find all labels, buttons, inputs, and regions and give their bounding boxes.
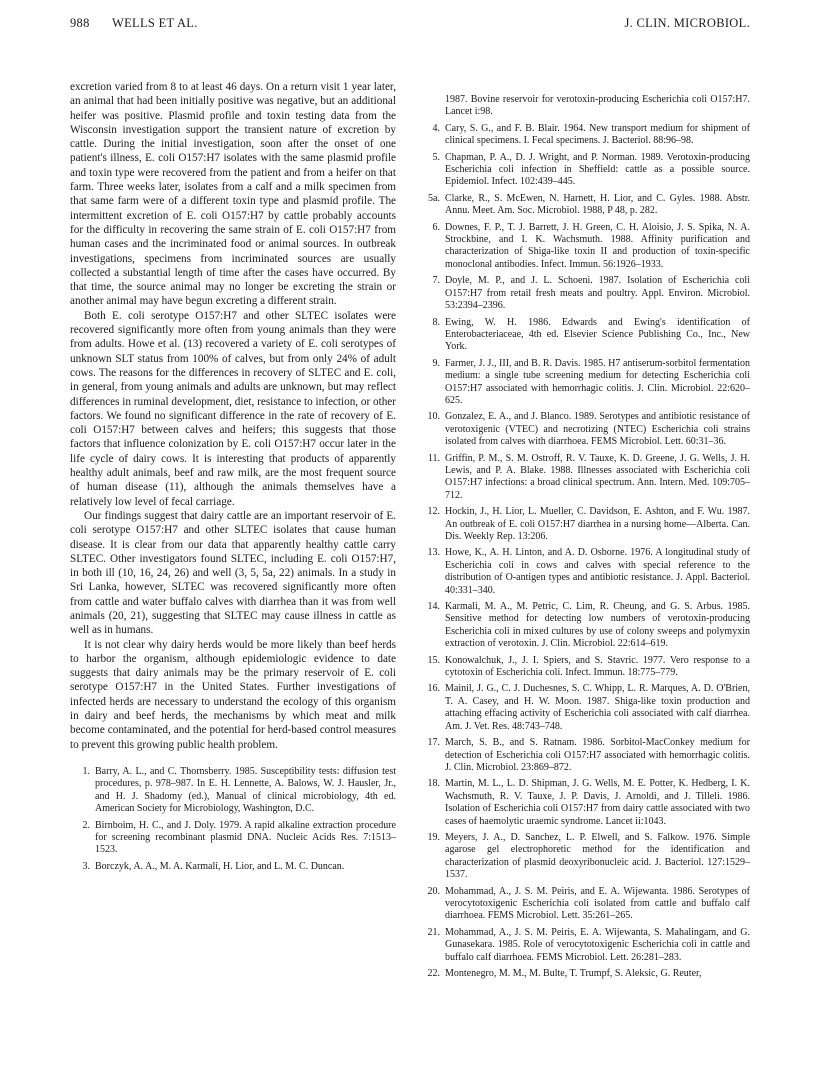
reference-text: Griffin, P. M., S. M. Ostroff, R. V. Tauxe, K. D. Greene, J. G. Wells, J. H. Lewis, and P. A. Blake. 1988. Illnesses associated with Escherichia coli O157:H7 infections: a broad clinical spectrum. Ann. Intern. Med. 109:705–712.: [445, 452, 750, 501]
reference-text: Doyle, M. P., and J. L. Schoeni. 1987. Isolation of Escherichia coli O157:H7 from retail fresh meats and poultry. Appl. Environ. Microbiol. 53:2394–2396.: [445, 275, 750, 312]
reference-item: [420, 123, 750, 148]
reference-text: 1987. Bovine reservoir for verotoxin-producing Escherichia coli O157:H7. Lancet i:98.: [445, 94, 750, 118]
reference-item: [70, 820, 396, 857]
running-header: [70, 16, 750, 36]
reference-text: Hockin, J., H. Lior, L. Mueller, C. Davidson, E. Ashton, and F. Wu. 1987. An outbreak of E. coli O157:H7 diarrhea in a nursing home—Alberta. Can. Dis. Weekly Rep. 13:206.: [445, 506, 750, 542]
right-column: [420, 94, 750, 984]
reference-text: Birnboim, H. C., and J. Doly. 1979. A rapid alkaline extraction procedure for screening recombinant plasmid DNA. Nucleic Acids Res. 7:1513–1523.: [95, 819, 396, 856]
reference-number: 1.: [82, 765, 90, 777]
reference-item: [420, 778, 750, 828]
reference-number: 18.: [427, 778, 440, 790]
running-authors: WELLS ET AL.: [112, 16, 198, 30]
reference-number: 8.: [432, 316, 440, 328]
reference-text: Martin, M. L., L. D. Shipman, J. G. Wells, M. E. Potter, K. Hedberg, I. K. Wachsmuth, R. V. Tauxe, J. P. Davis, J. Arnoldi, and J. Tilleli. 1986. Isolation of Escherichia coli O157:H7 from dairy cattle associated with two cases of haemolytic uraemic syndrome. Lancet ii:1043.: [445, 778, 750, 827]
reference-item: [420, 358, 750, 408]
reference-item: [420, 927, 750, 964]
reference-item: [420, 683, 750, 733]
reference-number: 17.: [427, 737, 440, 749]
body-paragraph: Both E. coli serotype O157:H7 and other SLTEC isolates were recovered significantly more often from young animals than they were from adults. Howe et al. (13) recovered a variety of E. coli serotypes of unknown SLT status from 100% of calves, but from only 24% of adult cows. The reasons for the differences in recovery of SLTEC and E. coli, in general, from young animals and adults are unknown, but may reflect differences in ruminal development, diet, resistance to infection, or other factors. We found no significant difference in the rate of recovery of E. coli O157:H7 between calves and heifers; this suggests that those factors that influence colonization by E. coli O157:H7 occur later in the life cycle of dairy cows. It is interesting that products of apparently healthy adult animals, beef and raw milk, are the most frequent source of human disease (11), although the animals themselves have a relatively low level of fecal carriage.: [70, 309, 396, 508]
reference-number: 13.: [427, 547, 440, 559]
reference-item: [420, 152, 750, 189]
reference-text: Meyers, J. A., D. Sanchez, L. P. Elwell, and S. Falkow. 1976. Simple agarose gel electrophoretic method for the identification and characterization of plasmid deoxyribonucleic acid. J. Bacteriol. 127:1529–1537.: [445, 831, 750, 881]
reference-text: Howe, K., A. H. Linton, and A. D. Osborne. 1976. A longitudinal study of Escherichia coli in cows and calves with special reference to the distribution of O-antigen types and antibiotic resistance. J. Appl. Bacteriol. 40:331–340.: [445, 547, 750, 596]
reference-number: 19.: [427, 831, 440, 843]
page-number: 988: [70, 16, 90, 30]
reference-number: 14.: [427, 601, 440, 613]
reference-item: [420, 453, 750, 503]
reference-number: 5a.: [428, 192, 440, 204]
reference-number: 21.: [427, 926, 440, 938]
reference-continuation: [420, 94, 750, 119]
reference-item: [420, 886, 750, 923]
left-column: [70, 80, 396, 877]
reference-text: March, S. B., and S. Ratnam. 1986. Sorbitol-MacConkey medium for detection of Escherichia coli O157:H7 associated with hemorrhagic colitis. J. Clin. Microbiol. 23:869–872.: [445, 737, 750, 773]
reference-text: Borczyk, A. A., M. A. Karmali, H. Lior, and L. M. C. Duncan.: [95, 860, 345, 872]
reference-number: 16.: [427, 683, 440, 695]
reference-text: Montenegro, M. M., M. Bulte, T. Trumpf, S. Aleksic, G. Reuter,: [445, 968, 702, 979]
reference-text: Konowalchuk, J., J. I. Spiers, and S. Stavric. 1977. Vero response to a cytotoxin of Escherichia coli. Infect. Immun. 18:775–779.: [445, 654, 750, 679]
reference-item: [420, 506, 750, 543]
reference-item: [420, 737, 750, 774]
reference-number: 12.: [427, 506, 440, 518]
reference-text: Ewing, W. H. 1986. Edwards and Ewing's identification of Enterobacteriaceae, 4th ed. Elsevier Science Publishing Co., Inc., New York.: [445, 316, 750, 353]
reference-item: [420, 411, 750, 448]
reference-item: [420, 222, 750, 272]
reference-item: [70, 766, 396, 816]
reference-item: [420, 832, 750, 882]
reference-item: [420, 275, 750, 312]
reference-text: Downes, F. P., T. J. Barrett, J. H. Green, C. H. Aloisio, J. S. Spika, N. A. Strockbine, and I. K. Wachsmuth. 1988. Affinity purification and characterization of Shiga-like toxin II and production of toxin-specific monoclonal antibodies. Infect. Immun. 56:1926–1933.: [445, 221, 750, 270]
reference-number: 5.: [432, 151, 440, 163]
reference-number: 10.: [427, 411, 440, 423]
body-paragraph: Our findings suggest that dairy cattle are an important reservoir of E. coli serotype O157:H7 and other SLTEC isolates that cause human disease. It is clear from our data that apparently healthy cattle carry SLTEC. Other investigators found SLTEC, including E. coli O157:H7, in both ill (10, 16, 24, 26) and well (3, 5, 5a, 22) animals. In a study in Sri Lanka, however, SLTEC was recovered significantly more often from cattle and water buffalo calves with diarrhea than it was from well animals (20, 21), suggesting that SLTEC may cause illness in cattle as well as in humans.: [70, 509, 396, 637]
reference-item: [420, 601, 750, 651]
reference-list-left: [70, 766, 396, 873]
body-paragraph: excretion varied from 8 to at least 46 days. On a return visit 1 year later, an animal that had been initially positive was negative, but an additional heifer was positive. Plasmid profile and toxin testing data from the Wisconsin investigation support the transient nature of excretion by cattle. During the initial investigation, soon after the onset of one patient's illness, E. coli O157:H7 isolates with the same plasmid profile and toxin type were recovered from the patient and from a heifer on that farm. Three weeks later, isolates from a calf and a milk specimen from that same farm were of a different toxin type and plasmid profile. The intermittent excretion of E. coli O157:H7 by cattle probably accounts for the difficulty in recovering the same strain of E. coli O157:H7 from human cases and the incriminated food or animal sources. In outbreak investigations, specimens from incriminated sources are usually collected a substantial length of time after the cases have occurred. By that time, the source animal may no longer be excreting the strain or another animal may have begun excreting a different strain.: [70, 81, 396, 308]
reference-text: Mohammad, A., J. S. M. Peiris, and E. A. Wijewanta. 1986. Serotypes of verocytotoxigenic Escherichia coli isolated from cattle and buffalo calf diarrhoea. FEMS Microbiol. Lett. 35:261–265.: [445, 885, 750, 922]
reference-number: 15.: [427, 654, 440, 666]
reference-number: 20.: [427, 885, 440, 897]
reference-number: 6.: [432, 221, 440, 233]
reference-text: Barry, A. L., and C. Thornsberry. 1985. Susceptibility tests: diffusion test procedures, p. 978–987. In E. H. Lennette, A. Balows, W. J. Hausler, Jr., and H. J. Shadomy (ed.), Manual of clinical microbiology, 4th ed. American Society for Microbiology, Washington, D.C.: [95, 765, 396, 815]
reference-number: 9.: [432, 357, 440, 369]
journal-name: J. CLIN. MICROBIOL.: [624, 16, 750, 30]
reference-text: Cary, S. G., and F. B. Blair. 1964. New transport medium for shipment of clinical specimens. I. Fecal specimens. J. Bacteriol. 88:96–98.: [445, 122, 750, 147]
reference-number: 4.: [432, 122, 440, 134]
reference-number: 3.: [82, 860, 90, 872]
reference-item: [420, 968, 750, 980]
reference-text: Farmer, J. J., III, and B. R. Davis. 1985. H7 antiserum-sorbitol fermentation medium: a single tube screening medium for detecting Escherichia coli O157:H7 associated with hemorrhagic colitis. J. Clin. Microbiol. 22:620–625.: [445, 357, 750, 406]
reference-item: [420, 547, 750, 597]
reference-text: Mohammad, A., J. S. M. Peiris, E. A. Wijewanta, S. Mahalingam, and G. Gunasekara. 1985. Role of verocytotoxigenic Escherichia coli in cattle and buffalo calf diarrhoea. FEMS Microbiol. Lett. 26:281–283.: [445, 926, 750, 963]
reference-text: Karmali, M. A., M. Petric, C. Lim, R. Cheung, and G. S. Arbus. 1985. Sensitive method for detecting low numbers of verotoxin-producing Escherichia coli in mixed cultures by use of colony sweeps and polymyxin extraction of verotoxin. J. Clin. Microbiol. 22:614–619.: [445, 601, 750, 650]
reference-number: 2.: [82, 819, 90, 831]
reference-item: [420, 655, 750, 680]
reference-text: Gonzalez, E. A., and J. Blanco. 1989. Serotypes and antibiotic resistance of verotoxigenic (VTEC) and necrotizing (NTEC) Escherichia coli strains isolated from calves with diarrhoea. FEMS Microbiol. Lett. 60:31–36.: [445, 411, 750, 448]
reference-item: [420, 317, 750, 354]
reference-text: Clarke, R., S. McEwen, N. Harnett, H. Lior, and C. Gyles. 1988. Abstr. Annu. Meet. Am. Soc. Microbiol. 1988, P 48, p. 282.: [445, 192, 750, 217]
reference-number: 7.: [432, 275, 440, 287]
reference-text: Chapman, P. A., D. J. Wright, and P. Norman. 1989. Verotoxin-producing Escherichia coli infection in Sheffield: cattle as a possible source. Epidemiol. Infect. 102:439–445.: [445, 151, 750, 188]
reference-number: 11.: [427, 452, 440, 464]
body-paragraph: It is not clear why dairy herds would be more likely than beef herds to harbor the organism, although epidemiologic evidence to date suggests that dairy animals may be the primary reservoir of E. coli serotype O157:H7 in the United States. Further investigations of infected herds are necessary to understand the ecology of this organism in dairy and beef herds, the mechanisms by which meat and milk become contaminated, and the potential for herd-based control measures to prevent this growing public health problem.: [70, 638, 396, 751]
reference-item: [70, 861, 396, 873]
reference-text: Mainil, J. G., C. J. Duchesnes, S. C. Whipp, L. R. Marques, A. D. O'Brien, T. A. Casey, and H. W. Moon. 1987. Shiga-like toxin production and attaching effacing activity of Escherichia coli associated with calf diarrhea. Am. J. Vet. Res. 48:743–748.: [445, 683, 750, 732]
reference-item: [420, 193, 750, 218]
reference-number: 22.: [427, 968, 440, 979]
